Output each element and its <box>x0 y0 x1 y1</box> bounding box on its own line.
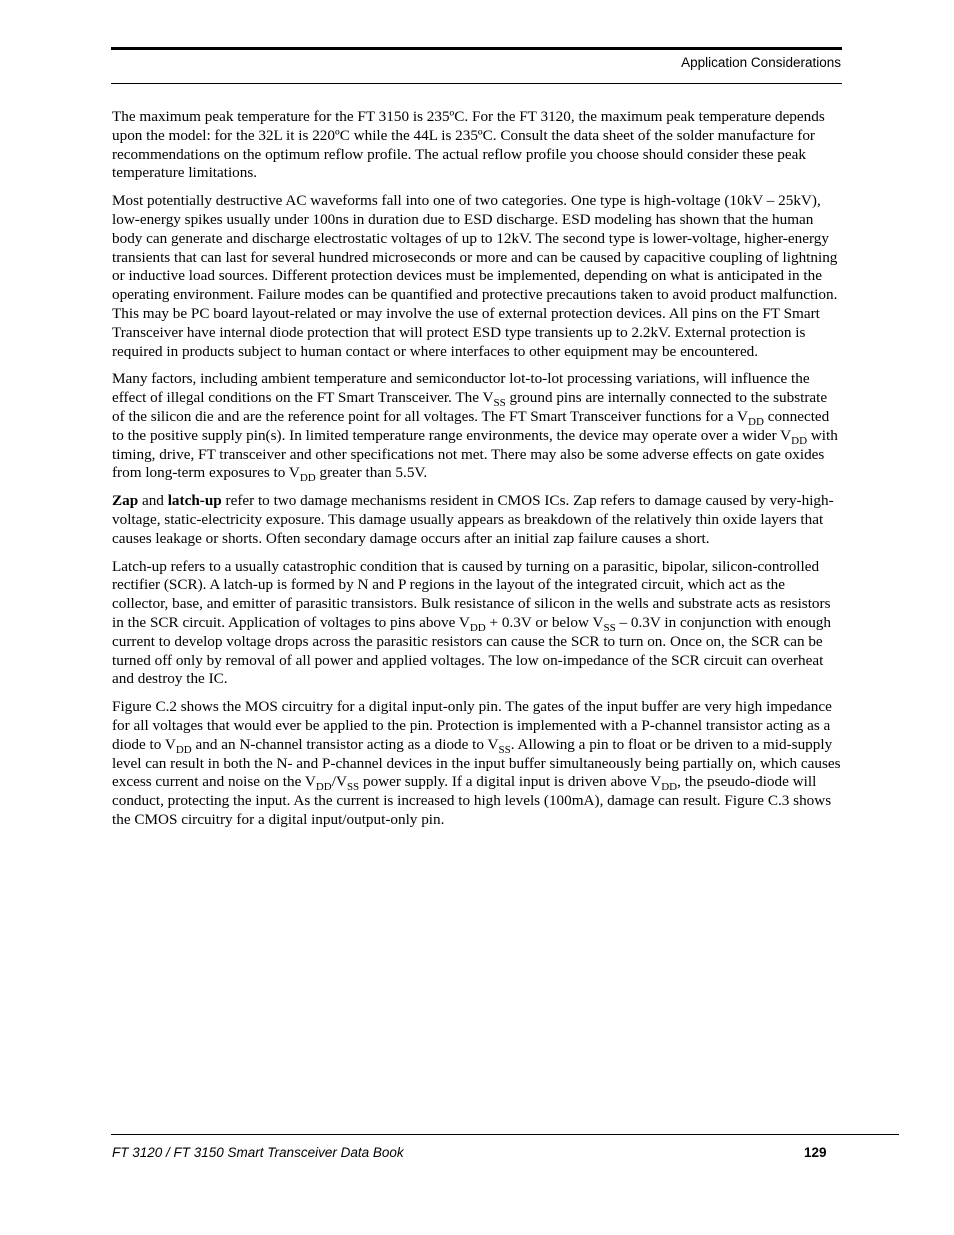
text-run: /V <box>331 773 347 791</box>
subscript-dd: DD <box>175 743 192 756</box>
subscript-dd: DD <box>299 472 316 485</box>
text-run: with timing, drive, FT transceiver and other specifications not met. There may also be some adverse effects on gate oxides from long-term exposures to V <box>112 426 838 482</box>
footer-rule <box>111 1134 899 1135</box>
text-run: connected to the positive supply pin(s). In limited temperature range environments, the device may operate over a wider V <box>112 407 830 444</box>
header-rule-thick <box>111 47 842 50</box>
paragraph-peak-temperature: The maximum peak temperature for the FT 3150 is 235ºC. For the FT 3120, the maximum peak temperature depends upon the model: for the 32L it is 220ºC while the 44L is 235ºC. Consult the data sheet of the solder manufacture for recommendations on the optimum reflow profile. The actual reflow profile you choose should consider these peak temperature limitations. <box>112 108 825 182</box>
footer-book-title: FT 3120 / FT 3150 Smart Transceiver Data Book <box>112 1145 404 1160</box>
subscript-dd: DD <box>661 781 678 794</box>
running-header: Application Considerations <box>681 55 841 70</box>
text-run: , the pseudo-diode will conduct, protecting the input. As the current is increased to high levels (100mA), damage can result. Figure C.3 shows the CMOS circuitry for a digital input/output-only pin. <box>112 773 832 828</box>
paragraph-zap-latchup <box>112 492 843 548</box>
term-zap: Zap <box>112 492 139 510</box>
text-run: + 0.3V or below V <box>485 613 604 631</box>
text-run: – 0.3V in conjunction with enough current to develop voltage drops across the parasitic resistors can cause the SCR to turn on. Once on, the SCR can be turned off only by removal of all power and applied voltages. The low on-impedance of the SCR circuit can overheat and destroy the IC. <box>112 613 831 688</box>
text-run: power supply. If a digital input is driven above V <box>359 773 662 791</box>
paragraph-mos-circuitry <box>112 698 843 830</box>
subscript-ss: SS <box>493 397 506 410</box>
subscript-dd: DD <box>315 781 332 794</box>
page-number: 129 <box>804 1145 827 1160</box>
text-run: and <box>138 492 168 510</box>
subscript-ss: SS <box>346 781 360 794</box>
text-run: Latch-up refers to a usually catastrophic condition that is caused by turning on a parasitic, bipolar, silicon-controlled rectifier (SCR). A latch-up is formed by N and P regions in the layout of the integrated circuit, which act as the collector, base, and emitter of parasitic transistors. Bulk resistance of silicon in the wells and substrate acts as resistors in the SCR circuit. Application of voltages to pins above V <box>112 557 831 631</box>
body-text <box>112 108 843 839</box>
subscript-ss: SS <box>603 621 616 634</box>
paragraph-illegal-conditions <box>112 370 843 483</box>
text-run: Many factors, including ambient temperature and semiconductor lot-to-lot processing variations, will influence the effect of illegal conditions on the FT Smart Transceiver. The V <box>112 370 810 407</box>
text-run: Figure C.2 shows the MOS circuitry for a digital input-only pin. The gates of the input buffer are very high impedance for all voltages that would ever be applied to the pin. Protection is implemented with a P-channel transistor acting as a diode to V <box>112 698 832 753</box>
subscript-ss: SS <box>498 743 511 756</box>
term-latch-up: latch-up <box>167 492 222 510</box>
text-run: ground pins are internally connected to the substrate of the silicon die and are the reference point for all voltages. The FT Smart Transceiver functions for a V <box>112 389 828 425</box>
text-run: . Allowing a pin to float or be driven to a mid-supply level can result in both the N- and P-channel devices in the input buffer simultaneously being partially on, which causes excess current and noise on the V <box>112 735 841 791</box>
text-run: greater than 5.5V. <box>315 464 428 482</box>
paragraph-latchup-condition <box>112 558 843 690</box>
subscript-dd: DD <box>791 434 808 447</box>
text-run: and an N-channel transistor acting as a diode to V <box>191 735 499 753</box>
paragraph-ac-waveforms: Most potentially destructive AC waveforms fall into one of two categories. One type is high-voltage (10kV – 25kV), low-energy spikes usually under 100ns in duration due to ESD discharge. ESD modeling has shown that the human body can generate and discharge electrostatic voltages of up to 12kV. The second type is lower-voltage, higher-energy transients that can last for several hundred microseconds or more and can be caused by capacitive coupling of lightning or inductive load sources. Different protection devices must be implemented, depending on what is anticipated in the operating environment. Failure modes can be quantified and protective precautions taken to avoid product malfunction. This may be PC board layout-related or may involve the use of external protection devices. All pins on the FT Smart Transceiver have internal diode protection that will protect ESD type transients up to 2.2kV. External protection is required in products subject to human contact or where interfaces to other equipment may be encountered. <box>112 192 838 360</box>
subscript-dd: DD <box>748 415 764 428</box>
text-run: refer to two damage mechanisms resident in CMOS ICs. Zap refers to damage caused by very-high-voltage, static-electricity exposure. This damage usually appears as breakdown of the relatively thin oxide layers that causes leakage or shorts. Often secondary damage occurs after an initial zap failure causes a short. <box>112 492 834 547</box>
header-rule-thin <box>111 83 842 84</box>
subscript-dd: DD <box>469 621 486 634</box>
